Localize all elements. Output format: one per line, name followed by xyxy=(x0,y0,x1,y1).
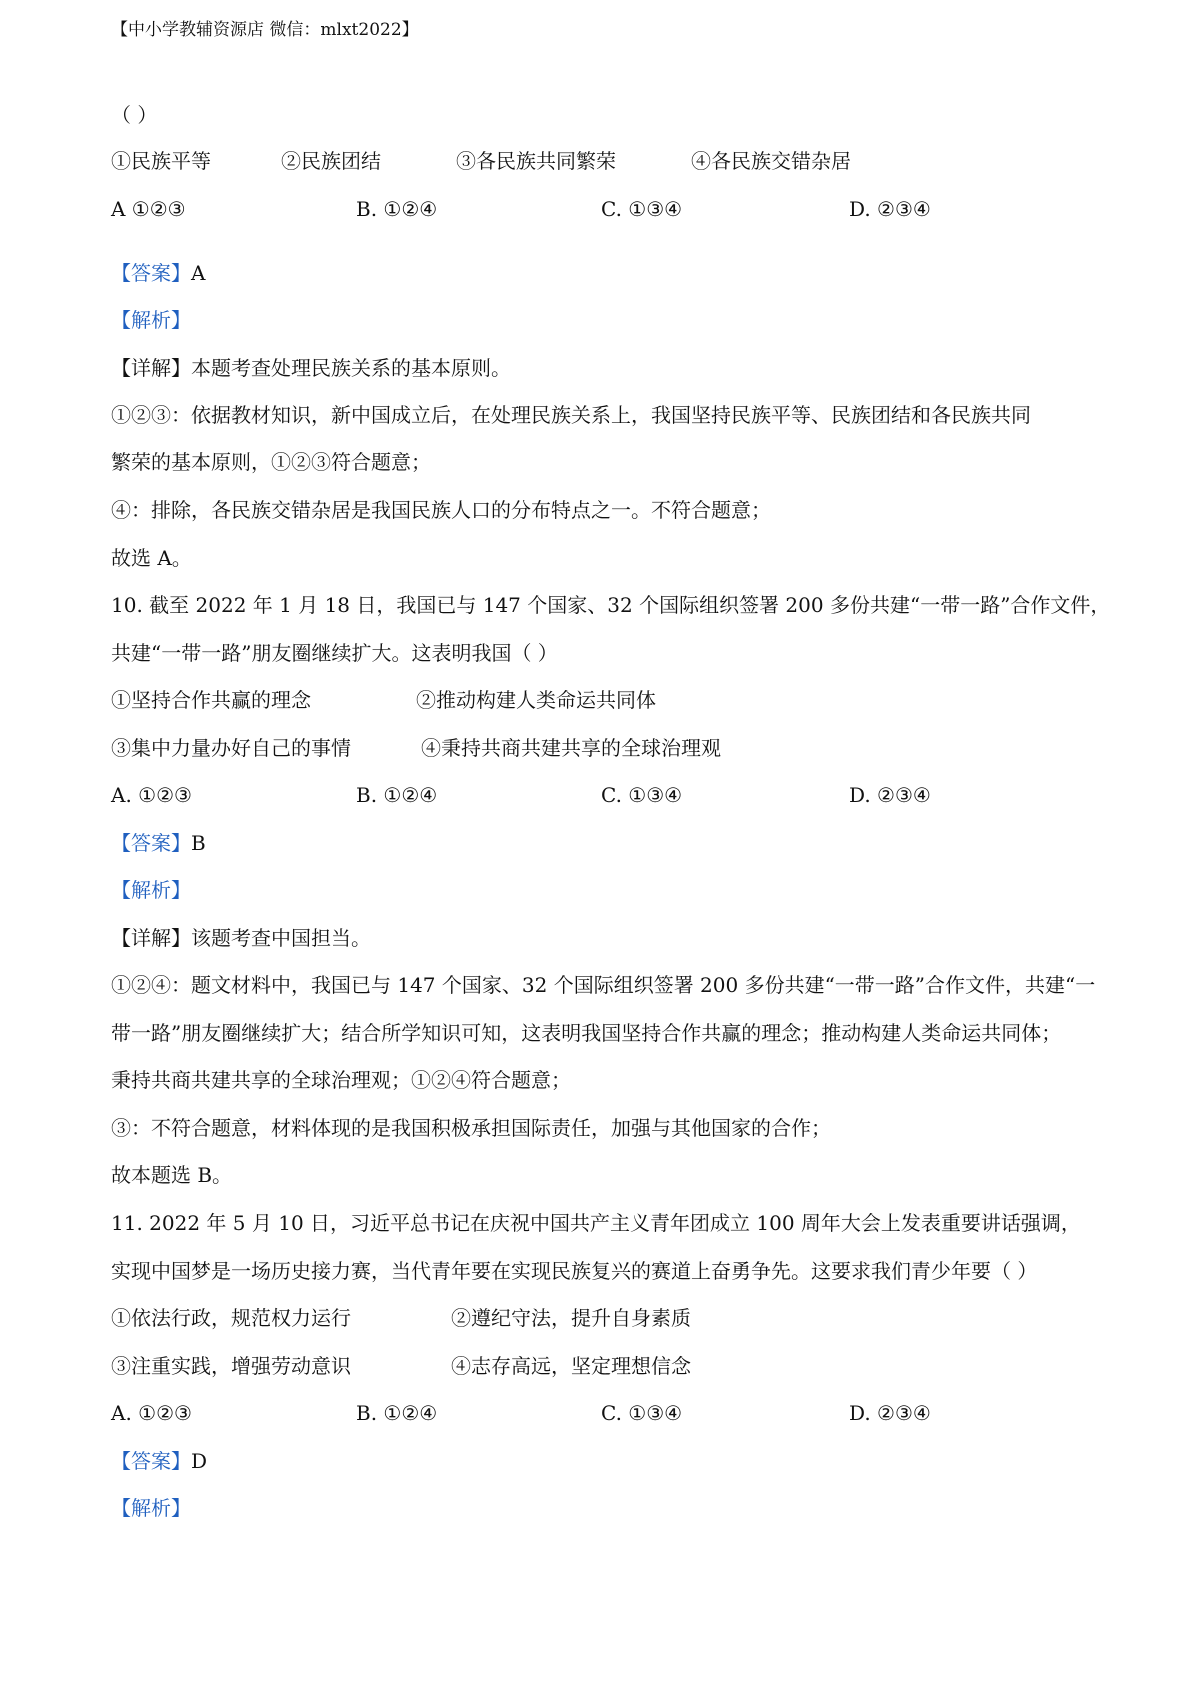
q10-detail-text: 该题考查中国担当。 xyxy=(191,926,371,950)
q9-answer-tag: 【答案】 xyxy=(111,261,191,285)
q11-option-d: D. ②③④ xyxy=(849,1401,931,1425)
q9-option-b: B. ①②④ xyxy=(356,197,438,221)
q11-answer-value: D xyxy=(191,1449,208,1473)
q10-explanation-3: 秉持共商共建共享的全球治理观；①②④符合题意； xyxy=(111,1068,571,1092)
q11-answer xyxy=(111,1447,1101,1475)
q10-detail-tag: 【详解】 xyxy=(111,926,191,950)
page-header: 【中小学教辅资源店 微信：mlxt2022】 xyxy=(111,20,419,40)
q10-stem-1: 10. 截至 2022 年 1 月 18 日，我国已与 147 个国家、32 个国际组织签署 200 多份共建“一带一路”合作文件， xyxy=(111,593,1111,617)
q10-option-d: D. ②③④ xyxy=(849,783,931,807)
q11-stem-1: 11. 2022 年 5 月 10 日，习近平总书记在庆祝中国共产主义青年团成立 100 周年大会上发表重要讲话强调， xyxy=(111,1211,1081,1235)
q10-explanation-1: ①②④：题文材料中，我国已与 147 个国家、32 个国际组织签署 200 多份共建“一带一路”合作文件，共建“一 xyxy=(111,973,1096,997)
q9-option-c: C. ①③④ xyxy=(601,197,683,221)
q9-item-3: ③各民族共同繁荣 xyxy=(456,149,616,173)
q9-conclusion: 故选 A。 xyxy=(111,546,192,570)
q9-answer xyxy=(111,259,1101,287)
q11-item-1: ①依法行政，规范权力运行 xyxy=(111,1306,351,1330)
q10-item-1: ①坚持合作共赢的理念 xyxy=(111,688,311,712)
q9-explanation-1: ①②③：依据教材知识，新中国成立后，在处理民族关系上，我国坚持民族平等、民族团结和各民族共同 xyxy=(111,403,1031,427)
q10-explanation-2: 带一路”朋友圈继续扩大；结合所学知识可知，这表明我国坚持合作共赢的理念；推动构建人类命运共同体； xyxy=(111,1021,1062,1045)
q10-stem-2: 共建“一带一路”朋友圈继续扩大。这表明我国（ ） xyxy=(111,641,558,665)
q10-option-b: B. ①②④ xyxy=(356,783,438,807)
q10-explanation-4: ③：不符合题意，材料体现的是我国积极承担国际责任，加强与其他国家的合作； xyxy=(111,1116,831,1140)
q9-option-d: D. ②③④ xyxy=(849,197,931,221)
q9-detail-text: 本题考查处理民族关系的基本原则。 xyxy=(191,356,511,380)
q9-item-2: ②民族团结 xyxy=(281,149,381,173)
q9-answer-value: A xyxy=(191,261,206,285)
q9-explanation-3: ④：排除，各民族交错杂居是我国民族人口的分布特点之一。不符合题意； xyxy=(111,498,771,522)
q11-option-c: C. ①③④ xyxy=(601,1401,683,1425)
q11-option-b: B. ①②④ xyxy=(356,1401,438,1425)
q9-detail-tag: 【详解】 xyxy=(111,356,191,380)
q10-option-c: C. ①③④ xyxy=(601,783,683,807)
q9-analysis-tag: 【解析】 xyxy=(111,308,191,332)
q11-answer-tag: 【答案】 xyxy=(111,1449,191,1473)
q10-item-4: ④秉持共商共建共享的全球治理观 xyxy=(421,736,721,760)
q10-item-3: ③集中力量办好自己的事情 xyxy=(111,736,351,760)
q10-answer xyxy=(111,829,1101,857)
q11-item-3: ③注重实践，增强劳动意识 xyxy=(111,1354,351,1378)
q11-analysis-tag: 【解析】 xyxy=(111,1496,191,1520)
q10-conclusion: 故本题选 B。 xyxy=(111,1163,233,1187)
q10-answer-tag: 【答案】 xyxy=(111,831,191,855)
q9-stem-tail: （ ） xyxy=(111,103,158,127)
q10-item-2: ②推动构建人类命运共同体 xyxy=(416,688,656,712)
q11-option-a: A. ①②③ xyxy=(111,1401,192,1425)
q11-item-2: ②遵纪守法，提升自身素质 xyxy=(451,1306,691,1330)
q10-option-a: A. ①②③ xyxy=(111,783,192,807)
q9-option-a: A ①②③ xyxy=(111,197,186,221)
q9-item-1: ①民族平等 xyxy=(111,149,211,173)
q9-detail xyxy=(111,354,1101,382)
q11-stem-2: 实现中国梦是一场历史接力赛，当代青年要在实现民族复兴的赛道上奋勇争先。这要求我们青少年要（ ） xyxy=(111,1259,1038,1283)
q9-explanation-2: 繁荣的基本原则，①②③符合题意； xyxy=(111,450,431,474)
q10-detail xyxy=(111,924,1101,952)
q9-item-4: ④各民族交错杂居 xyxy=(691,149,851,173)
q10-analysis-tag: 【解析】 xyxy=(111,878,191,902)
q11-item-4: ④志存高远，坚定理想信念 xyxy=(451,1354,691,1378)
q10-answer-value: B xyxy=(191,831,206,855)
